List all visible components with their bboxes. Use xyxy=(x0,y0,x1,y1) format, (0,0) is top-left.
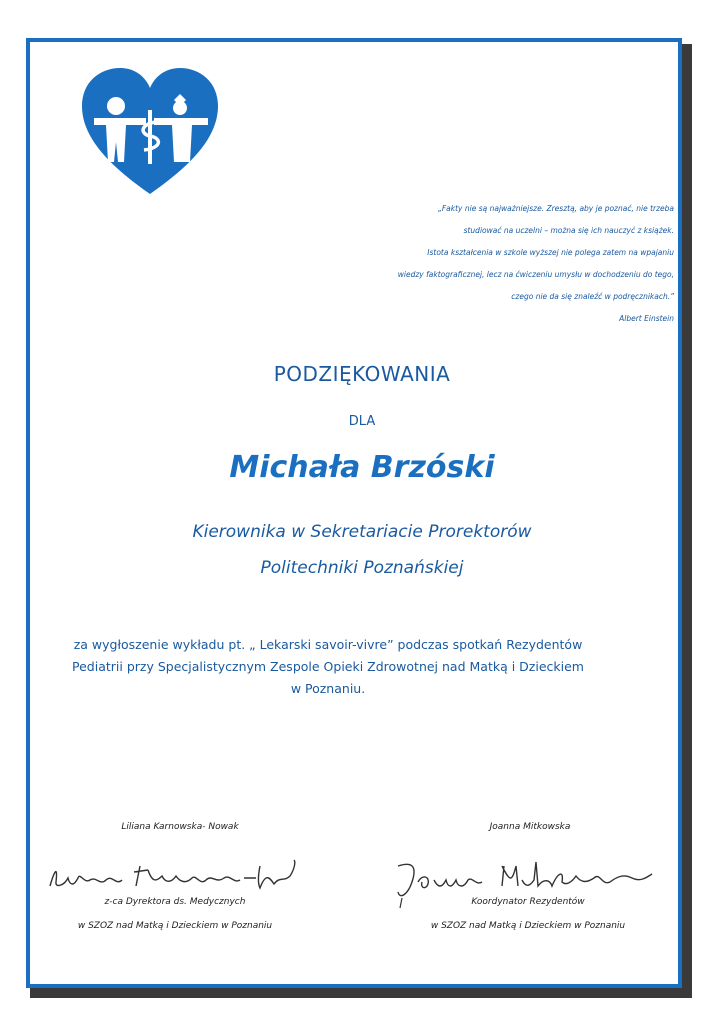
quote-line: czego nie da się znaleźć w podręcznikach.” xyxy=(511,292,674,301)
role-line: Koordynator Rezydentów xyxy=(471,897,585,907)
recipient-name: Michała Brzóski xyxy=(229,450,495,485)
role-line: z-ca Dyrektora ds. Medycznych xyxy=(104,897,246,907)
right-signer-name: Joanna Mitkowska xyxy=(489,822,571,832)
role-line: Politechniki Poznańskiej xyxy=(260,558,464,578)
for-label: DLA xyxy=(348,414,376,429)
quote-line: wiedzy faktograficznej, lecz na ćwiczeniu umysłu w dochodzeniu do tego, xyxy=(397,270,674,279)
reason-text: za wygłoszenie wykładu pt. „ Lekarski savoir-vivre” podczas spotkań Rezydentów Pediatrii przy Specjalistycznym Zespole Opieki Zdrowotnej nad Matką i Dzieckiem w Poznaniu. xyxy=(72,637,584,696)
quote-line: „Fakty nie są najważniejsze. Zresztą, aby je poznać, nie trzeba xyxy=(437,204,674,213)
role-line: w SZOZ nad Matką i Dzieckiem w Poznaniu xyxy=(77,921,273,931)
role-line: w SZOZ nad Matką i Dzieckiem w Poznaniu xyxy=(430,921,626,931)
quote-line: Istota kształcenia w szkole wyższej nie polega zatem na wpajaniu xyxy=(427,248,674,257)
right-signer-role xyxy=(400,890,656,938)
einstein-quote xyxy=(314,198,674,330)
left-signer-name: Liliana Karnowska- Nowak xyxy=(121,822,239,832)
role-line: Kierownika w Sekretariacie Prorektorów xyxy=(192,522,532,542)
left-signer-role xyxy=(50,890,300,938)
recipient-role xyxy=(0,514,724,586)
quote-author: Albert Einstein xyxy=(619,314,674,323)
quote-line: studiować na uczelni – można się ich nauczyć z książek. xyxy=(463,226,674,235)
heart-logo-icon xyxy=(80,66,220,196)
certificate-title: PODZIĘKOWANIA xyxy=(273,362,451,386)
